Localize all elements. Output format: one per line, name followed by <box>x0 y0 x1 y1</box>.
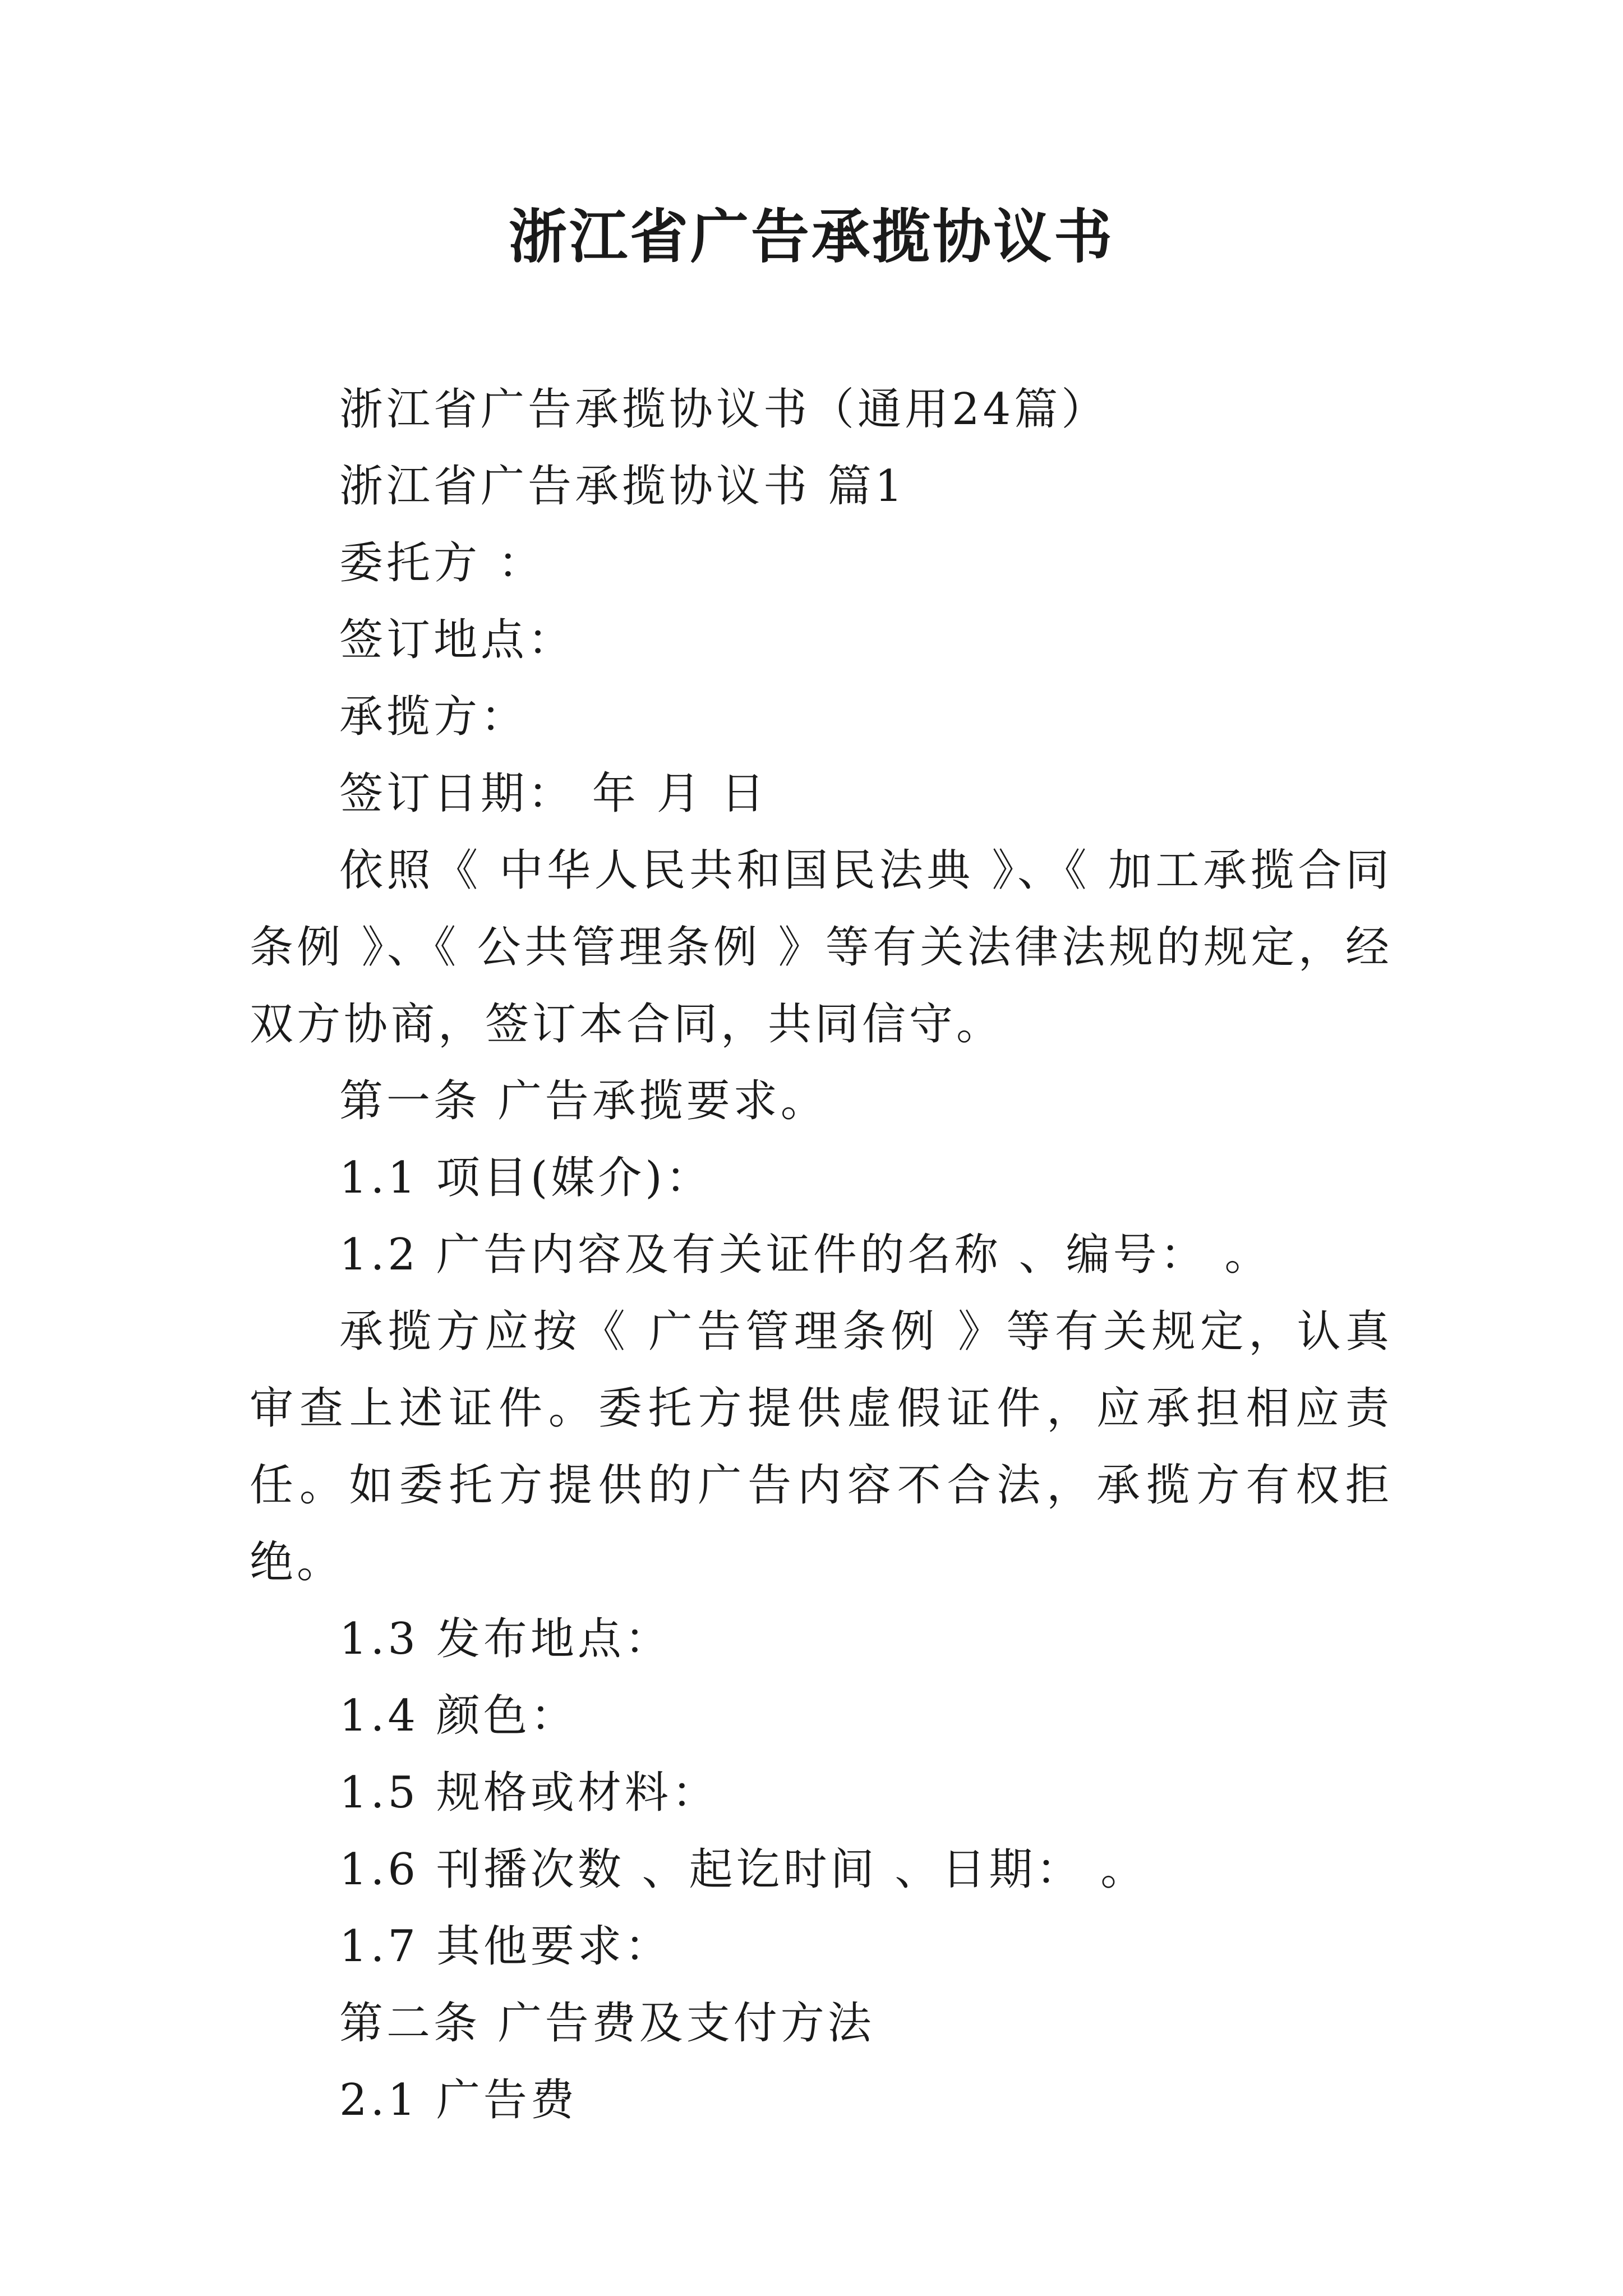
paragraph-client: 委托方 ： <box>339 538 545 588</box>
paragraph-article-1: 第一条 广告承揽要求。 <box>339 1076 828 1126</box>
paragraph-item-2-1: 2.1 广告费 <box>339 2075 578 2125</box>
paragraph-signing-place: 签订地点： <box>339 615 575 665</box>
paragraph-item-1-3: 1.3 发布地点： <box>339 1614 672 1664</box>
paragraph-subtitle: 浙江省广告承揽协议书（通用24篇） <box>339 384 1109 435</box>
paragraph-article-2: 第二条 广告费及支付方法 <box>339 1998 875 2049</box>
paragraph-review-clause: 承揽方应按《 广告管理条例 》等有关规定，认真审查上述证件。委托方提供虚假证件，应承担相应责任。如委托方提供的广告内容不合法，承揽方有权拒绝。 <box>250 1306 1393 1588</box>
document-title: 浙江省广告承揽协议书 <box>508 202 1114 271</box>
paragraph-item-1-5: 1.5 规格或材料： <box>339 1768 719 1818</box>
paragraph-contractor: 承揽方： <box>339 692 528 742</box>
paragraph-section-heading: 浙江省广告承揽协议书 篇1 <box>339 461 906 512</box>
paragraph-item-1-6: 1.6 刊播次数 、起讫时间 、日期： 。 <box>339 1844 1148 1895</box>
document-body <box>250 371 1393 2139</box>
paragraph-signing-date: 签订日期： 年 月 日 <box>339 769 768 819</box>
paragraph-legal-basis: 依照《 中华人民共和国民法典 》、《 加工承揽合同条例 》、《 公共管理条例 》等有关法律法规的规定，经双方协商，签订本合同，共同信守。 <box>250 845 1393 1050</box>
paragraph-item-1-7: 1.7 其他要求： <box>339 1921 672 1972</box>
paragraph-item-1-4: 1.4 颜色： <box>339 1691 578 1741</box>
paragraph-item-1-1: 1.1 项目(媒介)： <box>339 1153 713 1203</box>
paragraph-item-1-2: 1.2 广告内容及有关证件的名称 、编号： 。 <box>339 1230 1272 1280</box>
